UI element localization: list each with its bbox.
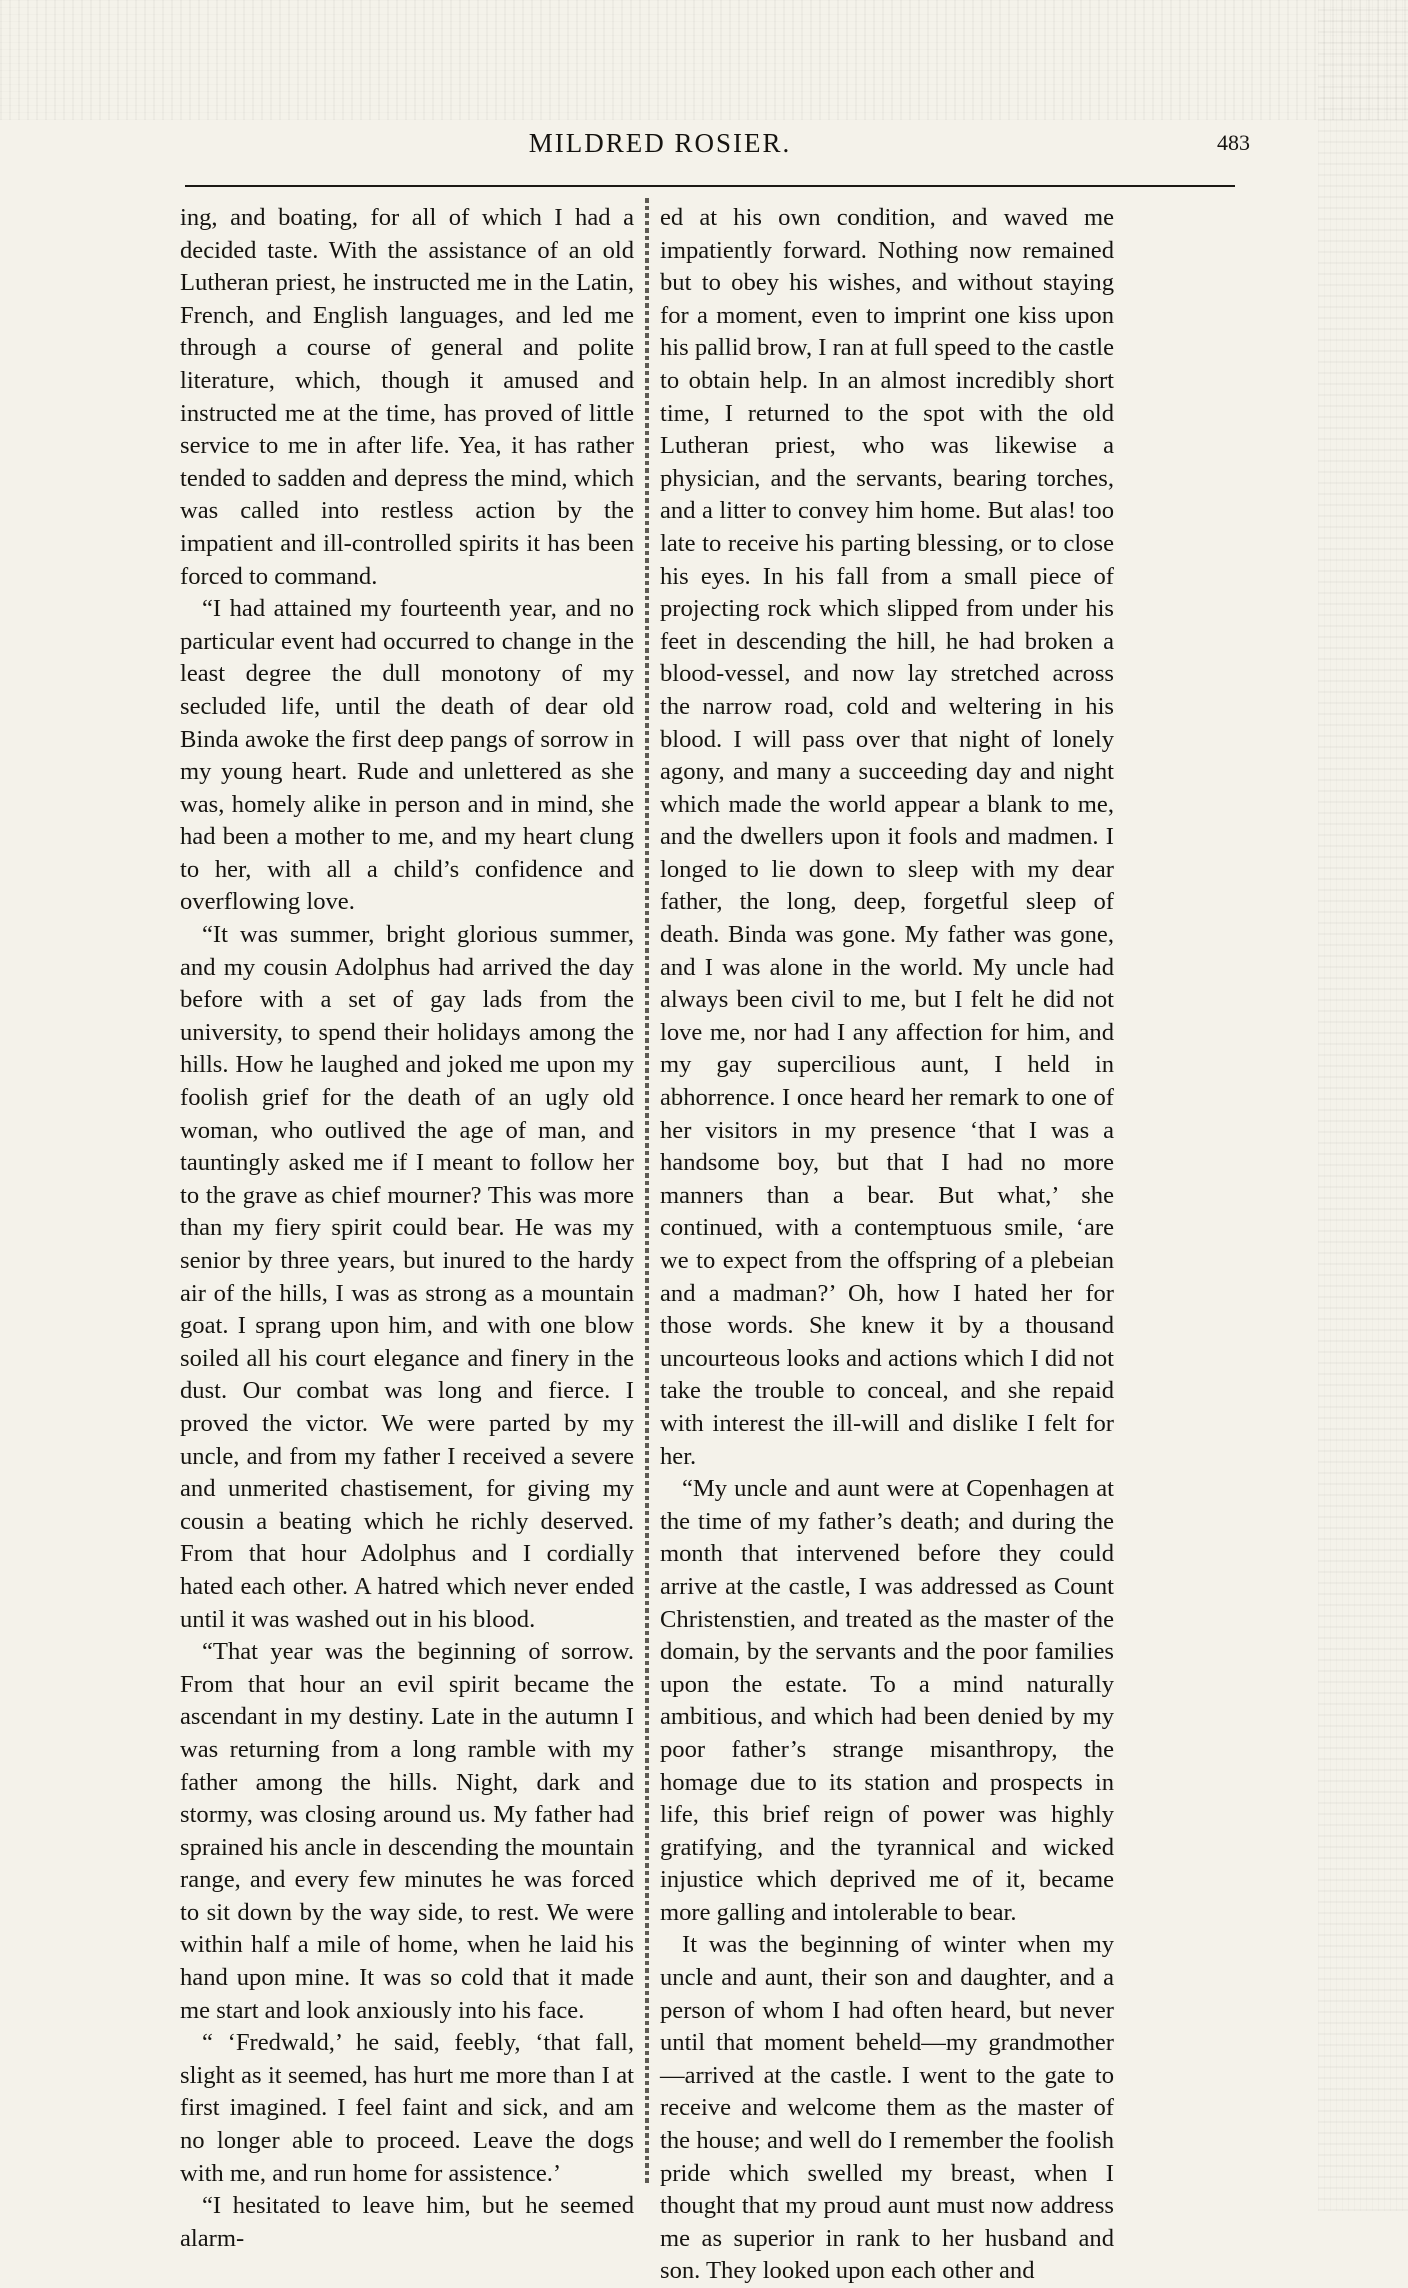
paragraph: ed at his own condition, and waved me impatiently forward. Nothing now remained but to obey his wishes, and without staying for a moment, even to imprint one kiss upon his pallid brow, I ran at full speed to the castle to obtain help. In an almost incredibly short time, I returned to the spot with the old Lutheran priest, who was likewise a physician, and the servants, bearing torches, and a litter to convey him home. But alas! too late to receive his parting blessing, or to close his eyes. In his fall from a small piece of projecting rock which slipped from under his feet in descending the hill, he had broken a blood-vessel, and now lay stretched across the narrow road, cold and weltering in his blood. I will pass over that night of lonely agony, and many a succeeding day and night which made the world appear a blank to me, and the dwellers upon it fools and madmen. I longed to lie down to sleep with my dear father, the long, deep, forgetful sleep of death. Binda was gone. My father was gone, and I was alone in the world. My uncle had always been civil to me, but I felt he did not love me, nor had I any affection for him, and my gay supercilious aunt, I held in abhorrence. I once heard her remark to one of her visitors in my presence ‘that I was a handsome boy, but that I had no more manners than a bear. But what,’ she continued, with a contemptuous smile, ‘are we to expect from the offspring of a plebeian and a madman?’ Oh, how I hated her for those words. She knew it by a thousand uncourteous looks and actions which I did not take the trouble to conceal, and she repaid with interest the ill-will and dislike I felt for her.: [660, 204, 1114, 1470]
paragraph: “I hesitated to leave him, but he seemed alarm-: [180, 2192, 634, 2252]
paragraph: “It was summer, bright glorious summer, and my cousin Adolphus had arrived the day before with a set of gay lads from the university, to spend their holidays among the hills. How he laughed and joked me upon my foolish grief for the death of an ugly old woman, who outlived the age of man, and tauntingly asked me if I meant to follow her to the grave as chief mourner? This was more than my fiery spirit could bear. He was my senior by three years, but inured to the hardy air of the hills, I was as strong as a mountain goat. I sprang upon him, and with one blow soiled all his court elegance and finery in the dust. Our combat was long and fierce. I proved the victor. We were parted by my uncle, and from my father I received a severe and unmerited chastisement, for giving my cousin a beating which he richly deserved. From that hour Adolphus and I cordially hated each other. A hatred which never ended until it was washed out in his blood.: [180, 921, 634, 1633]
running-title: MILDRED ROSIER.: [528, 128, 792, 158]
paragraph: ing, and boating, for all of which I had a decided taste. With the assistance of an old Lutheran priest, he instructed me in the Latin, French, and English languages, and led me through a course of general and polite literature, which, though it amused and instructed me at the time, has proved of little service to me in after life. Yea, it has rather tended to sadden and depress the mind, which was called into restless action by the impatient and ill-controlled spirits it has been forced to command.: [180, 204, 634, 590]
page-header: [70, 128, 1250, 172]
paragraph: “ ‘Fredwald,’ he said, feebly, ‘that fall, slight as it seemed, has hurt me more than I at first imagined. I feel faint and sick, and am no longer able to proceed. Leave the dogs with me, and run home for assistence.’: [180, 2029, 634, 2187]
paragraph: It was the beginning of winter when my uncle and aunt, their son and daughter, and a person of whom I had often heard, but never until that moment beheld—my grandmother—arrived at the castle. I went to the gate to receive and welcome them as the master of the house; and well do I remember the foolish pride which swelled my breast, when I thought that my proud aunt must now address me as superior in rank to her husband and son. They looked upon each other and: [660, 1931, 1114, 2285]
right-column: [660, 202, 1114, 2288]
paragraph: “I had attained my fourteenth year, and no particular event had occurred to change in the least degree the dull monotony of my secluded life, until the death of dear old Binda awoke the first deep pangs of sorrow in my young heart. Rude and unlettered as she was, homely alike in person and in mind, she had been a mother to me, and my heart clung to her, with all a child’s confidence and overflowing love.: [180, 595, 634, 916]
header-rule: [185, 185, 1235, 187]
page-number: 483: [1217, 130, 1250, 155]
column-divider: [645, 198, 649, 2183]
paragraph: “My uncle and aunt were at Copenhagen at the time of my father’s death; and during the month that intervened before they could arrive at the castle, I was addressed as Count Christenstien, and treated as the master of the domain, by the servants and the poor families upon the estate. To a mind naturally ambitious, and which had been denied by my poor father’s strange misanthropy, the homage due to its station and prospects in life, this brief reign of power was highly gratifying, and the tyrannical and wicked injustice which deprived me of it, became more galling and intolerable to bear.: [660, 1475, 1114, 1926]
left-column: [180, 202, 634, 2255]
scan-noise-top: [0, 0, 1408, 120]
scan-noise-right: [1318, 0, 1408, 2211]
paragraph: “That year was the beginning of sorrow. From that hour an evil spirit became the ascendant in my destiny. Late in the autumn I was returning from a long ramble with my father among the hills. Night, dark and stormy, was closing around us. My father had sprained his ancle in descending the mountain range, and every few minutes he was forced to sit down by the way side, to rest. We were within half a mile of home, when he laid his hand upon mine. It was so cold that it made me start and look anxiously into his face.: [180, 1638, 634, 2024]
